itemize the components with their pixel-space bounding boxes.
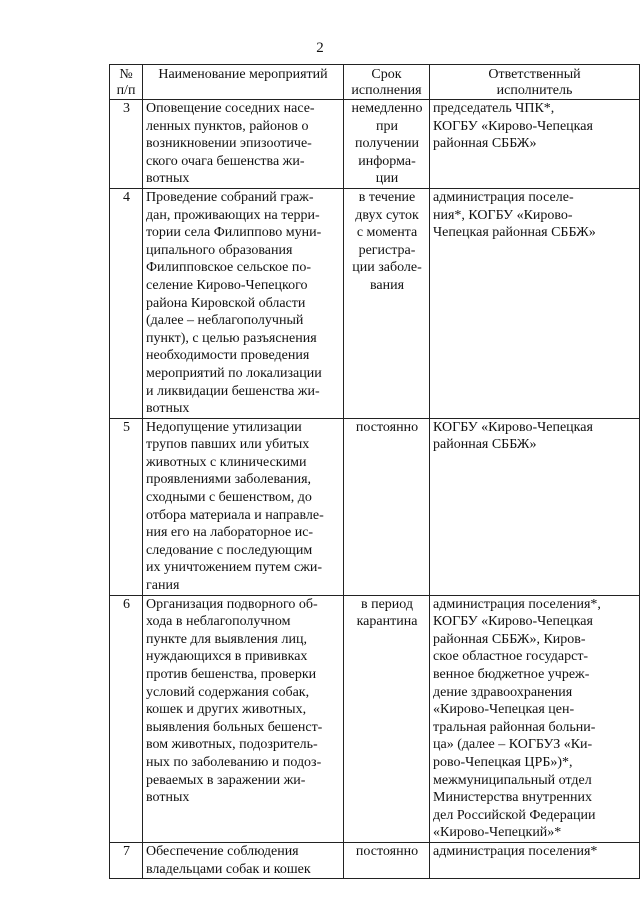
row-term: в течение двух суток с момента регистра- ции заболе- вания [344,188,430,418]
table-row [110,188,640,418]
row-name: Недопущение утилизации трупов павших или убитых животных с клиническими проявлениями заболевания, сходными с бешенством, до отбора материала и направле- ния его на лабораторное ис- следование с последующим их уничтожением путем сжи- гания [143,418,344,595]
row-term: постоянно [344,418,430,595]
row-term: в период карантина [344,595,430,842]
row-number: 4 [110,188,143,418]
row-number: 5 [110,418,143,595]
row-name: Оповещение соседних насе- ленных пунктов, районов о возникновении эпизоотиче- ского очага бешенства жи- вотных [143,100,344,189]
row-name: Обеспечение соблюдения владельцами собак и кошек [143,842,344,878]
table-row [110,842,640,878]
row-number: 7 [110,842,143,878]
table-row [110,595,640,842]
row-number: 3 [110,100,143,189]
table-header-row [110,65,640,100]
row-responsible: КОГБУ «Кирово-Чепецкая районная СББЖ» [430,418,640,595]
row-name: Организация подворного об- хода в неблагополучном пункте для выявления лиц, нуждающихся в прививках против бешенства, проверки условий содержания собак, кошек и других животных, выявления больных бешенст- вом животных, подозритель- ных по заболеванию и подоз- реваемых в заражении жи- вотных [143,595,344,842]
header-name: Наименование мероприятий [143,65,344,100]
row-name: Проведение собраний граж- дан, проживающих на терри- тории села Филиппово муни- ципального образования Филипповское сельское по- селение Кирово-Чепецкого района Кировской области (далее – неблагополучный пункт), с целью разъяснения необходимости проведения мероприятий по локализации и ликвидации бешенства жи- вотных [143,188,344,418]
row-term: постоянно [344,842,430,878]
header-term: Срок исполнения [344,65,430,100]
measures-table [109,64,640,879]
row-number: 6 [110,595,143,842]
row-responsible: администрация поселения* [430,842,640,878]
table-row [110,100,640,189]
row-term: немедленно при получении информа- ции [344,100,430,189]
row-responsible: администрация поселе- ния*, КОГБУ «Кирово- Чепецкая районная СББЖ» [430,188,640,418]
page-number: 2 [316,40,324,56]
table-row [110,418,640,595]
row-responsible: председатель ЧПК*, КОГБУ «Кирово-Чепецкая районная СББЖ» [430,100,640,189]
header-number: № п/п [110,65,143,100]
header-responsible: Ответственный исполнитель [430,65,640,100]
row-responsible: администрация поселения*, КОГБУ «Кирово-Чепецкая районная СББЖ», Киров- ское областное государст- венное бюджетное учреж- дение здравоохранения «Кирово-Чепецкая цен- тральная районная больни- ца» (далее – КОГБУЗ «Ки- рово-Чепецкая ЦРБ»)*, межмуниципальный отдел Министерства внутренних дел Российской Федерации «Кирово-Чепецкий»* [430,595,640,842]
